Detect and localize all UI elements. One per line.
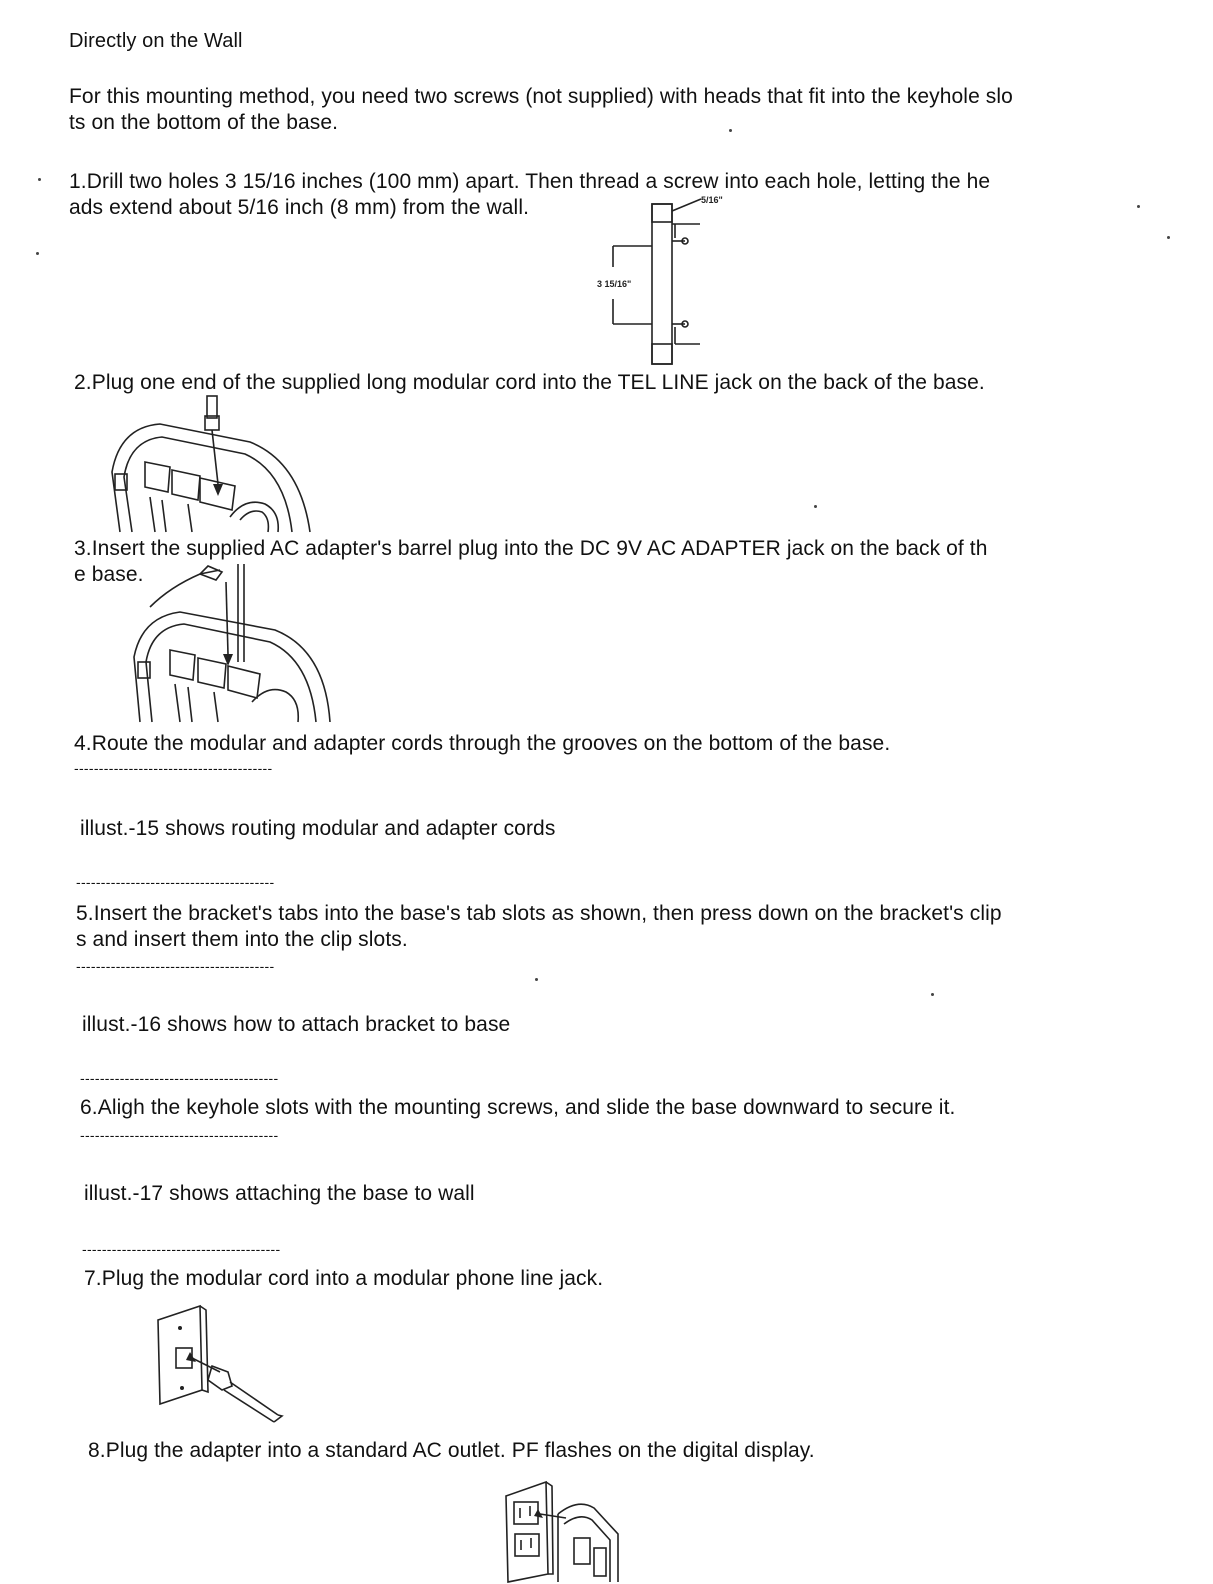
separator: ----------------------------------------: [82, 1241, 281, 1257]
base-back-modular-cord-illustration: [100, 392, 320, 542]
step-3-line-2: e base.: [74, 563, 144, 586]
wall-strip-bottom-cap: [652, 344, 672, 364]
ac-outlet-adapter-illustration: [498, 1474, 638, 1582]
wall-strip-top-cap: [652, 204, 672, 222]
scan-speck: [1137, 205, 1140, 208]
hole-spacing-label: 3 15/16": [597, 279, 632, 289]
scan-speck: [36, 252, 39, 255]
separator: ----------------------------------------: [76, 874, 275, 890]
separator: ----------------------------------------: [74, 760, 273, 776]
wall-strip: [652, 204, 672, 364]
scan-speck: [931, 993, 934, 996]
base-back-adapter-plug-illustration: [130, 562, 340, 732]
step-5-line-1: 5.Insert the bracket's tabs into the base's tab slots as shown, then press down on the bracket's clip: [76, 902, 1002, 925]
scan-speck: [729, 129, 732, 132]
scan-speck: [535, 978, 538, 981]
step-3-line-1: 3.Insert the supplied AC adapter's barrel plug into the DC 9V AC ADAPTER jack on the back of th: [74, 537, 988, 560]
step-4-line-1: 4.Route the modular and adapter cords through the grooves on the bottom of the base.: [74, 732, 891, 755]
screw-offset-label: 5/16": [701, 195, 723, 205]
illust-15-caption: illust.-15 shows routing modular and adapter cords: [80, 817, 556, 840]
separator: ----------------------------------------: [80, 1127, 279, 1143]
scan-speck: [814, 505, 817, 508]
step-1-line-1: 1.Drill two holes 3 15/16 inches (100 mm) apart. Then thread a screw into each hole, letting the he: [69, 170, 991, 193]
phone-wall-jack-illustration: [150, 1300, 310, 1430]
intro-line-2: ts on the bottom of the base.: [69, 111, 339, 134]
scan-speck: [38, 178, 41, 181]
step-1-line-2: ads extend about 5/16 inch (8 mm) from the wall.: [69, 196, 530, 219]
illust-16-caption: illust.-16 shows how to attach bracket to base: [82, 1013, 511, 1036]
step-5-line-2: s and insert them into the clip slots.: [76, 928, 408, 951]
intro-line-1: For this mounting method, you need two screws (not supplied) with heads that fit into the keyhole slo: [69, 85, 1013, 108]
scan-speck: [1167, 236, 1170, 239]
step-7-line-1: 7.Plug the modular cord into a modular phone line jack.: [84, 1267, 604, 1290]
screw-spacing-diagram: [585, 194, 745, 369]
illust-17-caption: illust.-17 shows attaching the base to wall: [84, 1182, 475, 1205]
separator: ----------------------------------------: [76, 958, 275, 974]
step-8-line-1: 8.Plug the adapter into a standard AC outlet. PF flashes on the digital display.: [88, 1439, 815, 1462]
step-2-line-1: 2.Plug one end of the supplied long modular cord into the TEL LINE jack on the back of the base.: [74, 371, 985, 394]
step-6-line-1: 6.Aligh the keyhole slots with the mounting screws, and slide the base downward to secure it.: [80, 1096, 956, 1119]
page-title: Directly on the Wall: [69, 30, 243, 52]
separator: ----------------------------------------: [80, 1070, 279, 1086]
